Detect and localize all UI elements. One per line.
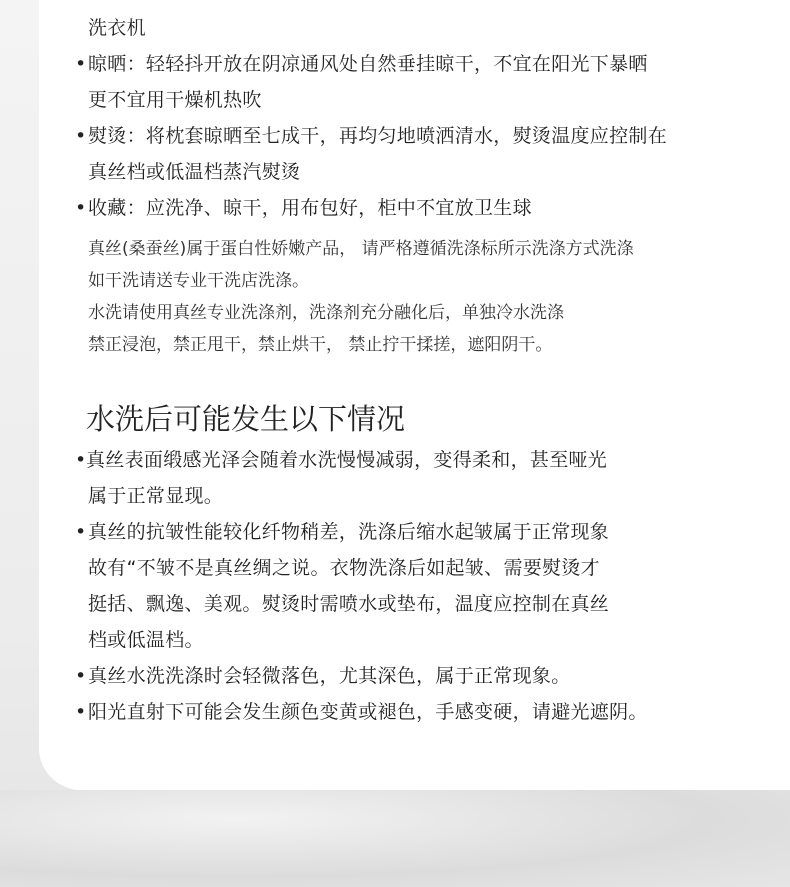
care-line-cut: 洗衣机 bbox=[88, 17, 146, 39]
after-item-luster: 真丝表面缎感光泽会随着水洗慢慢减弱，变得柔和，甚至哑光 bbox=[86, 449, 608, 471]
bullet-dot: • bbox=[75, 521, 87, 543]
after-item-luster-cont: 属于正常显现。 bbox=[88, 485, 224, 507]
care-item-ironing-cont: 真丝档或低温档蒸汽熨烫 bbox=[88, 161, 301, 183]
care-item-storage: 收藏：应洗净、晾干，用布包好，柜中不宜放卫生球 bbox=[88, 197, 532, 219]
bullet-dot: • bbox=[75, 665, 87, 687]
after-item-wrinkle-cont: 挺括、飘逸、美观。熨烫时需喷水或垫布，温度应控制在真丝 bbox=[88, 593, 610, 615]
after-item-fading: 真丝水洗洗涤时会轻微落色，尤其深色，属于正常现象。 bbox=[88, 665, 571, 687]
bullet-dot: • bbox=[75, 53, 87, 75]
bullet-dot: • bbox=[75, 125, 87, 147]
care-item-drying: 晾晒：轻轻抖开放在阴凉通风处自然垂挂晾干，不宜在阳光下暴晒 bbox=[88, 53, 648, 75]
care-item-ironing: 熨烫：将枕套晾晒至七成干，再均匀地喷洒清水，熨烫温度应控制在 bbox=[88, 125, 668, 147]
background-shade bbox=[0, 790, 790, 887]
bullet-dot: • bbox=[75, 197, 87, 219]
bullet-dot: • bbox=[75, 449, 87, 471]
after-item-sunlight: 阳光直射下可能会发生颜色变黄或褪色，手感变硬，请避光遮阴。 bbox=[88, 701, 648, 723]
note-line: 水洗请使用真丝专业洗涤剂，洗涤剂充分融化后，单独冷水洗涤 bbox=[88, 303, 564, 323]
note-line: 如干洗请送专业干洗店洗涤。 bbox=[88, 271, 309, 291]
after-item-wrinkle-cont: 档或低温档。 bbox=[88, 629, 204, 651]
after-item-wrinkle-cont: 故有“不皱不是真丝绸之说。衣物洗涤后如起皱、需要熨烫才 bbox=[88, 557, 600, 579]
note-line: 禁正浸泡，禁正甩干，禁止烘干， 禁止拧干揉搓，遮阳阴干。 bbox=[88, 335, 553, 355]
section-heading: 水洗后可能发生以下情况 bbox=[86, 402, 406, 436]
content-card bbox=[39, 0, 790, 790]
bullet-dot: • bbox=[75, 701, 87, 723]
note-line: 真丝(桑蚕丝)属于蛋白性娇嫩产品， 请严格遵循洗涤标所示洗涤方式洗涤 bbox=[88, 239, 634, 259]
after-item-wrinkle: 真丝的抗皱性能较化纤物稍差，洗涤后缩水起皱属于正常现象 bbox=[88, 521, 610, 543]
care-item-drying-cont: 更不宜用干燥机热吹 bbox=[88, 89, 262, 111]
